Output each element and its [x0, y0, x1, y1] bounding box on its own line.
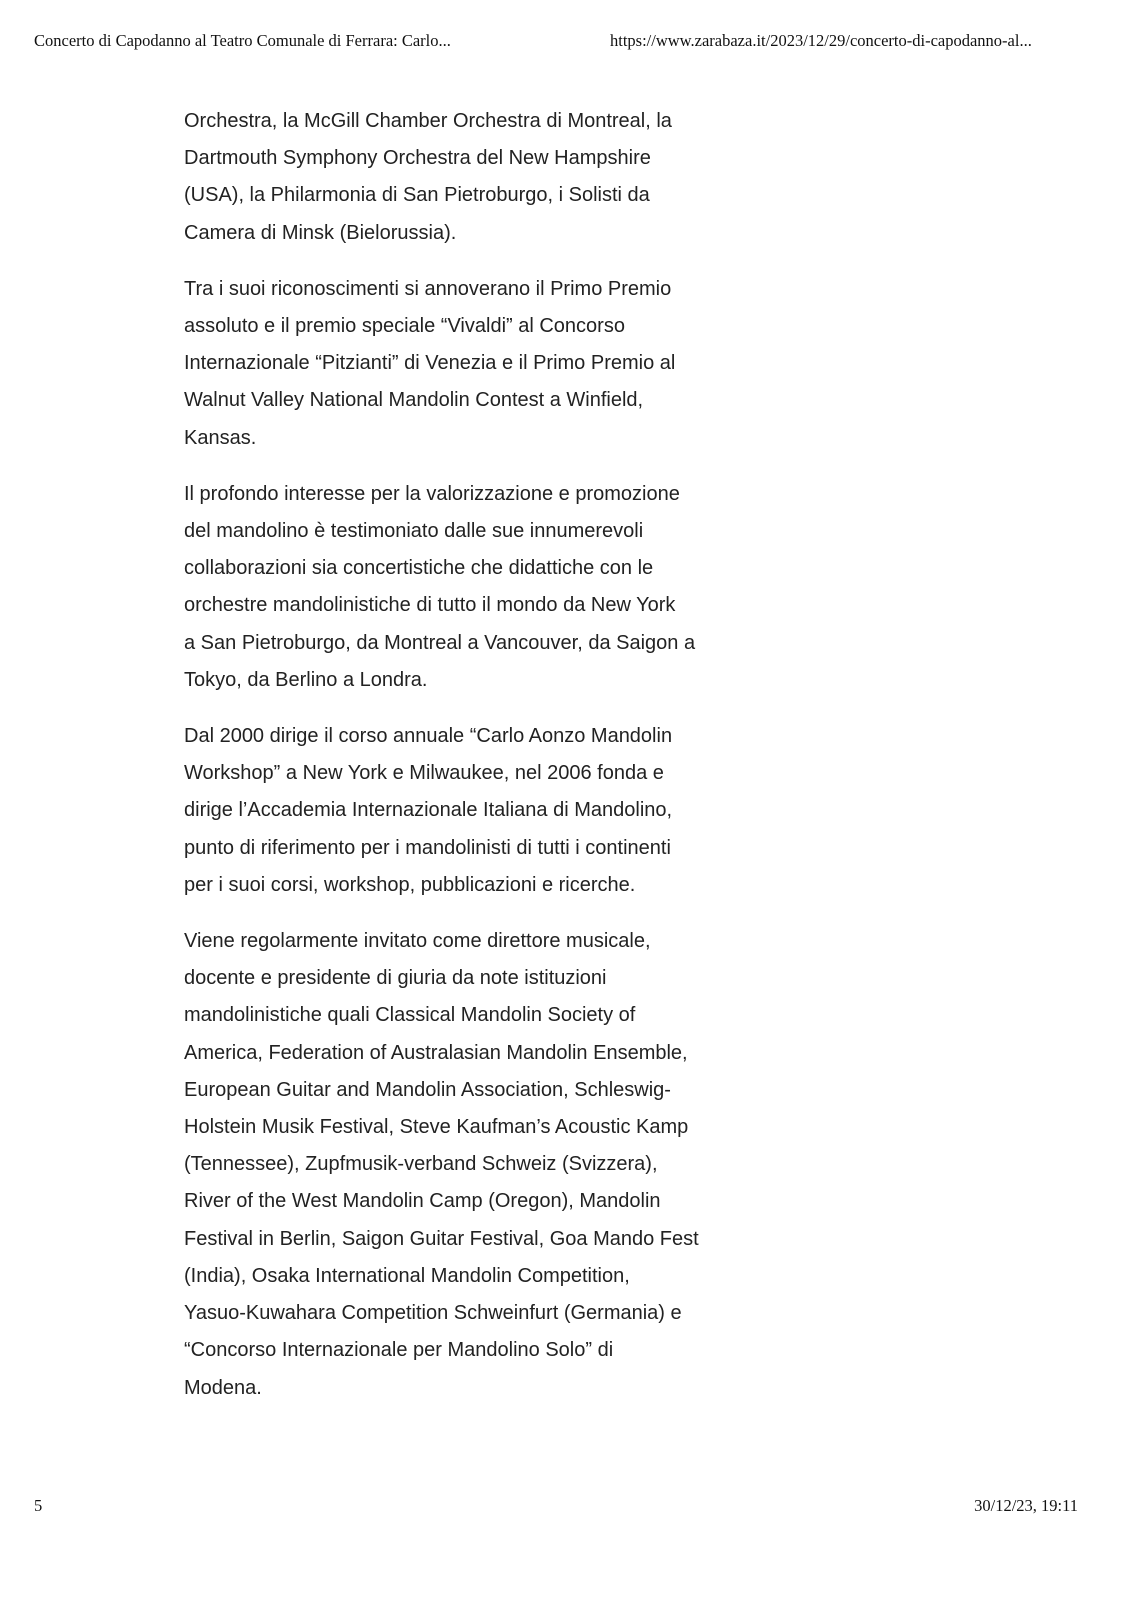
- text-line: collaborazioni sia concertistiche che didattiche con le: [184, 557, 654, 580]
- text-line: Dal 2000 dirige il corso annuale “Carlo Aonzo Mandolin: [184, 725, 673, 748]
- text-line: European Guitar and Mandolin Association, Schleswig-: [184, 1078, 671, 1101]
- text-line: orchestre mandolinistiche di tutto il mondo da New York: [184, 594, 676, 617]
- text-line: Workshop” a New York e Milwaukee, nel 2006 fonda e: [184, 762, 664, 785]
- text-line: “Concorso Internazionale per Mandolino Solo” di: [184, 1339, 614, 1362]
- text-line: Camera di Minsk (Bielorussia).: [184, 221, 457, 244]
- paragraph-collaborations: [184, 476, 734, 699]
- text-line: America, Federation of Australasian Mandolin Ensemble,: [184, 1041, 688, 1064]
- paragraph-institutions: [184, 923, 734, 1407]
- text-line: mandolinistiche quali Classical Mandolin Society of: [184, 1004, 636, 1027]
- text-line: Yasuo-Kuwahara Competition Schweinfurt (Germania) e: [184, 1302, 682, 1325]
- text-line: Holstein Musik Festival, Steve Kaufman’s Acoustic Kamp: [184, 1116, 689, 1139]
- text-line: per i suoi corsi, workshop, pubblicazioni e ricerche.: [184, 873, 636, 896]
- text-line: Tra i suoi riconoscimenti si annoverano il Primo Premio: [184, 277, 672, 300]
- text-line: (USA), la Philarmonia di San Pietroburgo, i Solisti da: [184, 184, 650, 207]
- text-line: docente e presidente di giuria da note istituzioni: [184, 967, 607, 990]
- print-datetime: 30/12/23, 19:11: [974, 1496, 1078, 1515]
- page-url: https://www.zarabaza.it/2023/12/29/concerto-di-capodanno-al...: [610, 31, 1032, 50]
- paragraph-awards: [184, 271, 734, 457]
- text-line: Walnut Valley National Mandolin Contest a Winfield,: [184, 389, 644, 412]
- text-line: (India), Osaka International Mandolin Competition,: [184, 1264, 630, 1287]
- text-line: River of the West Mandolin Camp (Oregon), Mandolin: [184, 1190, 661, 1213]
- text-line: del mandolino è testimoniato dalle sue innumerevoli: [184, 520, 644, 543]
- text-line: a San Pietroburgo, da Montreal a Vancouver, da Saigon a: [184, 631, 696, 654]
- text-line: Viene regolarmente invitato come direttore musicale,: [184, 930, 651, 953]
- text-line: Il profondo interesse per la valorizzazione e promozione: [184, 482, 680, 505]
- text-line: punto di riferimento per i mandolinisti di tutti i continenti: [184, 836, 671, 859]
- text-line: Internazionale “Pitzianti” di Venezia e il Primo Premio al: [184, 352, 676, 375]
- print-footer: [0, 1496, 1130, 1520]
- page-number: 5: [34, 1496, 43, 1515]
- paragraph-orchestras: [184, 103, 734, 252]
- text-line: (Tennessee), Zupfmusik-verband Schweiz (Svizzera),: [184, 1153, 658, 1176]
- text-line: Orchestra, la McGill Chamber Orchestra di Montreal, la: [184, 110, 672, 132]
- text-line: Modena.: [184, 1376, 262, 1399]
- paragraph-workshop: [184, 718, 734, 904]
- text-line: dirige l’Accademia Internazionale Italiana di Mandolino,: [184, 799, 673, 822]
- text-line: Festival in Berlin, Saigon Guitar Festival, Goa Mando Fest: [184, 1227, 699, 1250]
- print-header: [0, 31, 1130, 55]
- text-line: Tokyo, da Berlino a Londra.: [184, 668, 428, 691]
- text-line: Kansas.: [184, 426, 257, 449]
- text-line: Dartmouth Symphony Orchestra del New Hampshire: [184, 147, 651, 170]
- article-body: [184, 103, 734, 1426]
- page-title: Concerto di Capodanno al Teatro Comunale di Ferrara: Carlo...: [34, 31, 451, 50]
- text-line: assoluto e il premio speciale “Vivaldi” al Concorso: [184, 315, 625, 338]
